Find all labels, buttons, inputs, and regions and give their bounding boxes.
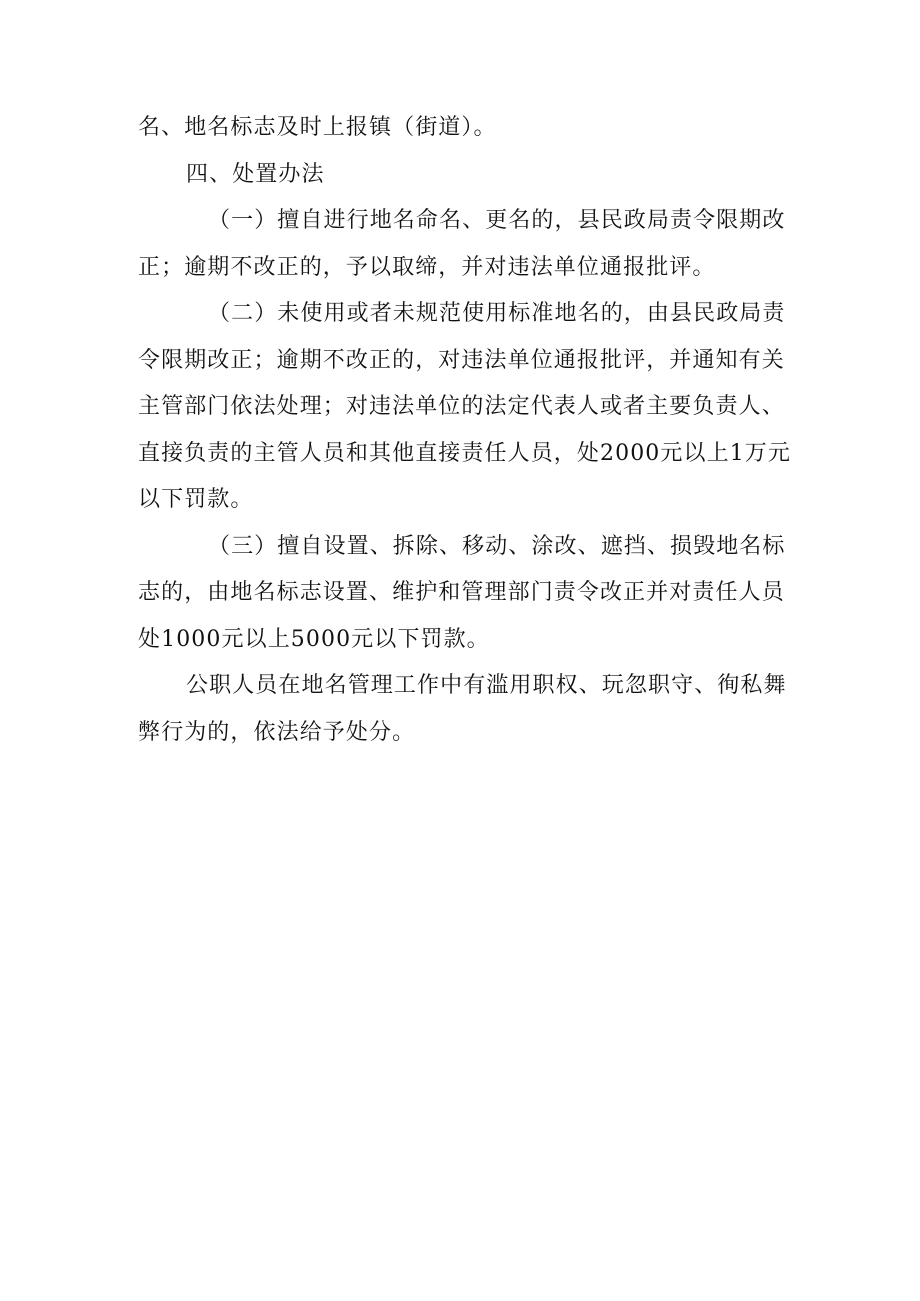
clause-three-line-2: 志的，由地名标志设置、维护和管理部门责令改正并对责任人员 <box>138 580 785 605</box>
final-paragraph-line-1: 公职人员在地名管理工作中有滥用职权、玩忽职守、徇私舞 <box>186 673 787 698</box>
clause-one-line-1: （一）擅自进行地名命名、更名的，县民政局责令限期改 <box>208 208 786 233</box>
document-body <box>138 105 791 756</box>
clause-three-line-1: （三）擅自设置、拆除、移动、涂改、遮挡、损毁地名标 <box>208 533 786 559</box>
clause-two-line-4: 直接负责的主管人员和其他直接责任人员，处2000元以上1万元 <box>138 440 791 466</box>
final-paragraph-line-2: 弊行为的，依法给予处分。 <box>138 719 416 745</box>
clause-three-line-3: 处1000元以上5000元以下罚款。 <box>138 626 490 652</box>
clause-one-line-2: 正；逾期不改正的，予以取缔，并对违法单位通报批评。 <box>138 254 716 280</box>
clause-two-line-3: 主管部门依法处理；对违法单位的法定代表人或者主要负责人、 <box>138 394 785 419</box>
clause-two-line-1: （二）未使用或者未规范使用标准地名的，由县民政局责 <box>208 301 786 326</box>
clause-two-line-2: 令限期改正；逾期不改正的，对违法单位通报批评，并通知有关 <box>138 347 785 373</box>
section-heading-four: 四、处置办法 <box>186 161 325 187</box>
clause-two-line-5: 以下罚款。 <box>138 487 254 512</box>
line-continuation: 名、地名标志及时上报镇（街道）。 <box>138 115 497 140</box>
